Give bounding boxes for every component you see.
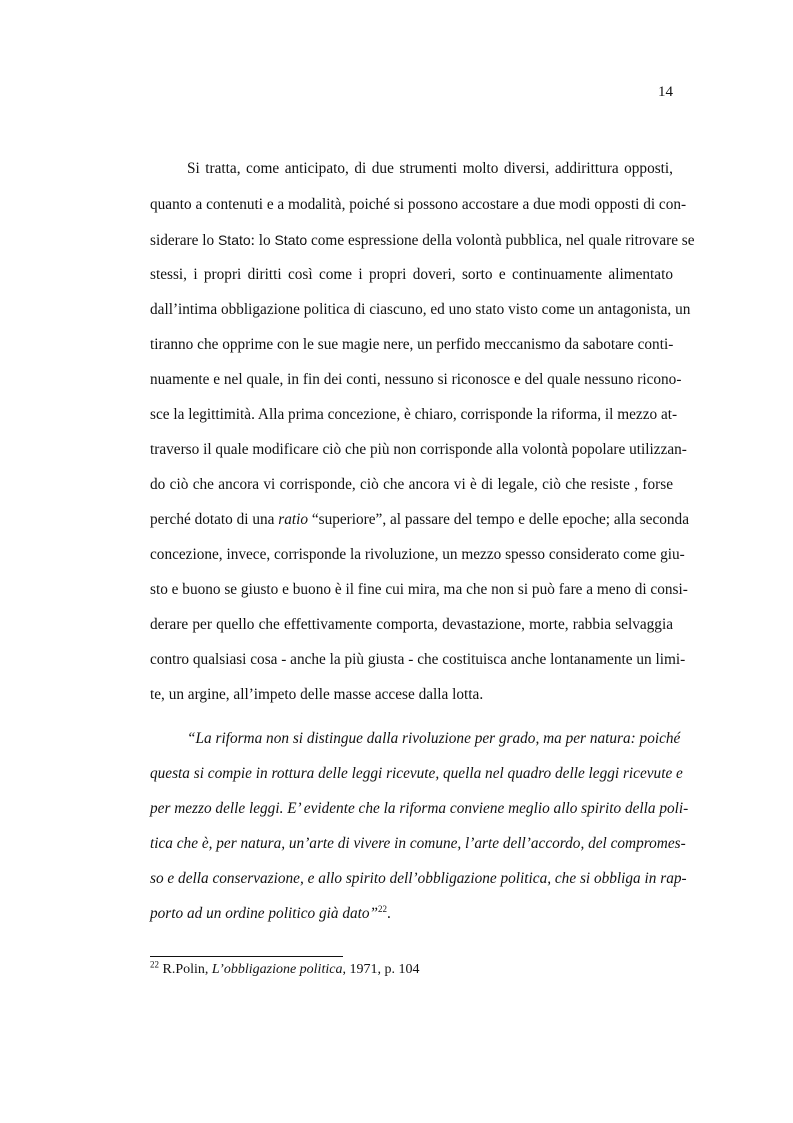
footnote-author: R.Polin, [159, 962, 212, 977]
quote-line: tica che è, per natura, un’arte di vivere in comune, l’arte dell’accordo, del compromes- [150, 835, 686, 852]
text-line: derare per quello che effettivamente comporta, devastazione, morte, rabbia selvaggia [150, 616, 673, 633]
text-line: Si tratta, come anticipato, di due strumenti molto diversi, addirittura opposti, [187, 160, 673, 177]
text-line: do ciò che ancora vi corrisponde, ciò che ancora vi è di legale, ciò che resiste , forse [150, 476, 673, 493]
quote-line: so e della conservazione, e allo spirito dell’obbligazione politica, che si obbliga in rap- [150, 870, 687, 887]
footnote-separator [150, 956, 343, 957]
text-span: come espressione della volontà pubblica, nel quale ritrovare se [307, 232, 695, 249]
text-span: perché dotato di una [150, 511, 279, 528]
text-line: tiranno che opprime con le sue magie nere, un perfido meccanismo da sabotare conti- [150, 336, 674, 353]
text-line: sce la legittimità. Alla prima concezione, è chiaro, corrisponde la riforma, il mezzo at- [150, 406, 678, 423]
footnote-reference[interactable]: 22 [378, 903, 388, 914]
page-number: 14 [658, 84, 673, 100]
text-span: “superiore”, al passare del tempo e delle epoche; alla seconda [308, 511, 689, 528]
text-line: contro qualsiasi cosa - anche la più giusta - che costituisca anche lontanamente un limi- [150, 651, 686, 668]
text-span: . [387, 905, 391, 922]
text-line: traverso il quale modificare ciò che più non corrisponde alla volontà popolare utilizzan- [150, 441, 687, 458]
text-line: te, un argine, all’impeto delle masse accese dalla lotta. [150, 686, 484, 703]
text-line: concezione, invece, corrisponde la rivoluzione, un mezzo spesso considerato come giu- [150, 546, 685, 563]
text-span: siderare lo [150, 232, 218, 249]
quote-line: “La riforma non si distingue dalla rivoluzione per grado, ma per natura: poiché [187, 730, 681, 747]
ratio-term: ratio [278, 511, 309, 528]
text-line [150, 230, 695, 251]
text-line [150, 510, 689, 530]
footnote-details: , 1971, p. 104 [342, 962, 420, 977]
text-line: sto e buono se giusto e buono è il fine cui mira, ma che non si può fare a meno di consi- [150, 581, 688, 598]
footnote [150, 961, 419, 979]
text-line: nuamente e nel quale, in fin dei conti, nessuno si riconosce e del quale nessuno ricono- [150, 371, 682, 388]
text-span: : lo [250, 232, 275, 249]
quote-line: per mezzo delle leggi. E’ evidente che la riforma conviene meglio allo spirito della poli- [150, 800, 689, 817]
quote-text: porto ad un ordine politico già dato” [150, 905, 379, 922]
footnote-number: 22 [150, 959, 159, 970]
stato-term: Stato [217, 232, 251, 248]
text-line: stessi, i propri diritti così come i propri doveri, sorto e continuamente alimentato [150, 266, 673, 283]
stato-term: Stato [274, 232, 308, 248]
quote-line [150, 904, 673, 924]
text-line: quanto a contenuti e a modalità, poiché si possono accostare a due modi opposti di con- [150, 196, 687, 213]
text-line: dall’intima obbligazione politica di ciascuno, ed uno stato visto come un antagonista, un [150, 301, 691, 318]
footnote-title: L’obbligazione politica [211, 962, 343, 977]
quote-line: questa si compie in rottura delle leggi ricevute, quella nel quadro delle leggi ricevute e [150, 765, 683, 782]
